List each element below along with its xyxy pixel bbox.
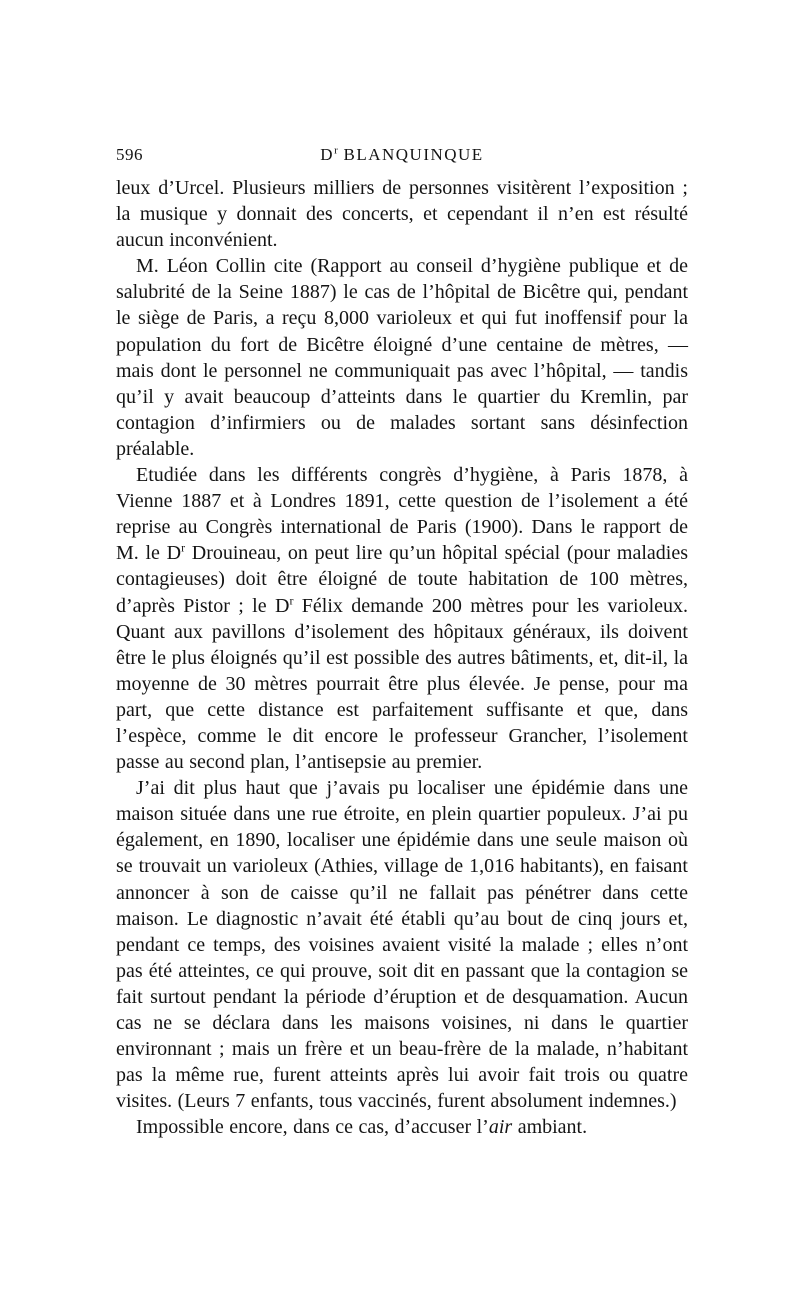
doctor-superscript: r [289,592,294,607]
running-title [116,145,688,165]
page-number: 596 [116,145,143,164]
paragraph-5-text-a: Impossible encore, dans ce cas, d’accuser l’ [136,1116,489,1139]
paragraph-2-text: M. Léon Collin cite (Rapport au conseil d’hygiène publique et de salubrité de la Seine 1887) le cas de l’hôpital de Bicêtre qui, pendant le siège de Paris, a reçu 8,000 varioleux et qui fut inoffensif pour la population du fort de Bicêtre éloigné d’une centaine de mètres, — mais dont le personnel ne communiquait pas avec l’hôpital, — tandis qu’il y avait beaucoup d’atteints dans le quartier du Kremlin, par contagion d’infirmiers ou de malades sortant sans désinfection préalable. [116,255,688,460]
paragraph-2 [116,253,688,462]
paragraph-5-text-b: ambiant. [512,1116,588,1139]
title-prefix: D [320,145,335,164]
title-superscript: r [334,144,338,157]
italic-word: air [488,1116,513,1139]
paragraph-1-text: leux d’Urcel. Plusieurs milliers de personnes visitèrent l’exposition ; la musique y donnait des concerts, et cependant il n’en est résulté aucun inconvénient. [116,177,688,252]
book-page [116,145,688,1140]
title-name: BLANQUINQUE [337,145,484,164]
paragraph-5 [116,1114,688,1140]
doctor-superscript: r [181,540,186,555]
paragraph-3-text-c: Félix demande 200 mètres pour les varioleux. Quant aux pavillons d’isolement des hôpitaux généraux, ils doivent être le plus éloignés qu’il est possible des autres bâtiments, et, dit-il, la moyenne de 30 mètres pourrait être plus élevée. Je pense, pour ma part, que cette distance est parfaitement suffisante et que, dans l’espèce, comme le dit encore le professeur Grancher, l’isolement passe au second plan, l’antisepsie au premier. [116,594,688,774]
paragraph-4-text: J’ai dit plus haut que j’avais pu localiser une épidémie dans une maison située dans une rue étroite, en plein quartier populeux. J’ai pu également, en 1890, localiser une épidémie dans une seule maison où se trouvait un varioleux (Athies, village de 1,016 habitants), en faisant annoncer à son de caisse qu’il ne fallait pas pénétrer dans cette maison. Le diagnostic n’avait été établi qu’au bout de cinq jours et, pendant ce temps, des voisines avaient visité la malade ; elles n’ont pas été atteintes, ce qui prouve, soit dit en passant que la contagion se fait surtout pendant la période d’éruption et de desquamation. Aucun cas ne se déclara dans les maisons voisines, ni dans le quartier environnant ; mais un frère et un beau-frère de la malade, n’habitant pas la même rue, furent atteints après lui avoir fait trois ou quatre visites. (Leurs 7 enfants, tous vaccinés, furent absolument indemnes.) [116,777,688,1113]
paragraph-3 [116,462,688,775]
paragraph-3-text-b: Drouineau, on peut lire qu’un hôpital spécial (pour maladies contagieuses) doit être éloigné de toute habitation de 100 mètres, d’après Pistor ; le D [116,542,688,617]
running-head [116,145,688,167]
paragraph-4 [116,775,688,1114]
paragraph-3-text-a: Etudiée dans les différents congrès d’hygiène, à Paris 1878, à Vienne 1887 et à Londres 1891, cette question de l’isolement a été reprise au Congrès international de Paris (1900). Dans le rapport de M. le D [116,464,688,565]
paragraph-1 [116,175,688,253]
